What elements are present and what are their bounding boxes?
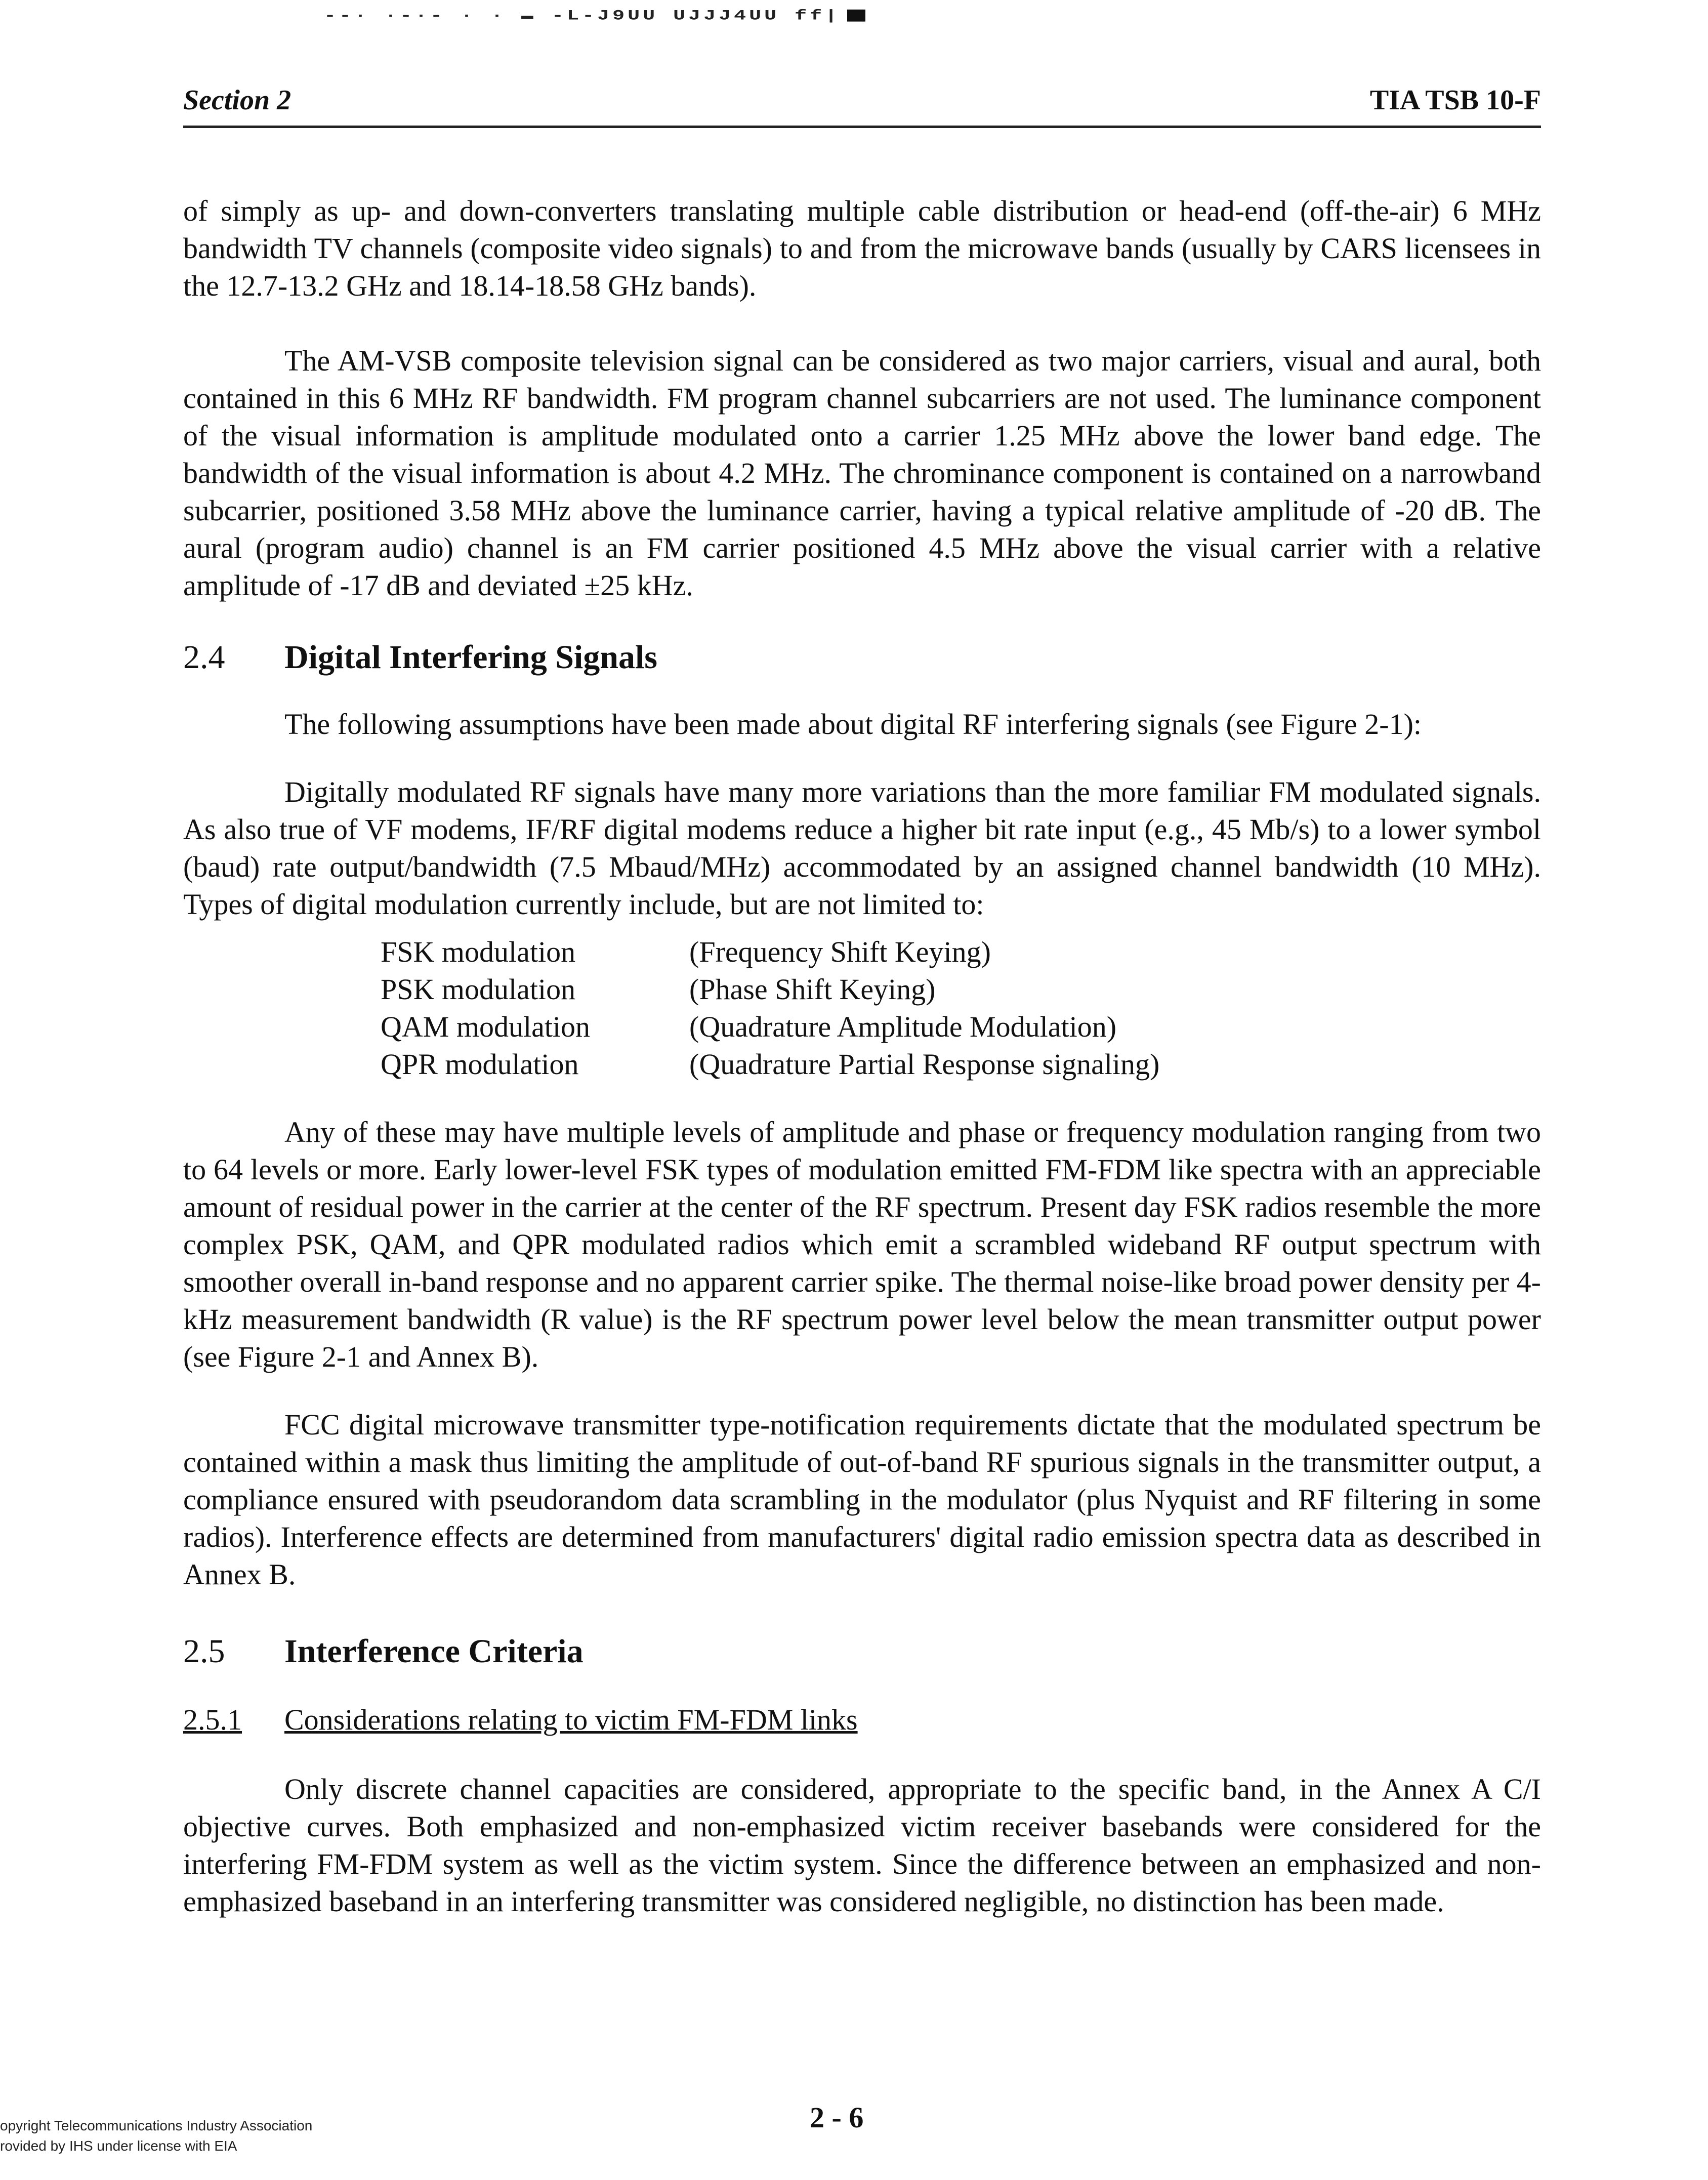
paragraph-fcc: FCC digital microwave transmitter type-notification requirements dictate that the modulated spectrum be contained within a mask thus limiting the amplitude of out-of-band RF spurious signals in the transmitter output, a compliance ensured with pseudorandom data scrambling in the modulator (plus Nyquist and RF filtering in some radios). Interference effects are determined from manufacturers' digital radio emission spectra data as described in Annex B. [183, 1408, 1541, 1591]
copyright-line: opyright Telecommunications Industry Association [0, 2118, 313, 2133]
scan-artifact [324, 8, 865, 22]
modulation-name: FSK modulation [381, 935, 576, 968]
subsection-number: 2.5.1 [183, 1703, 242, 1736]
section-number: 2.5 [183, 1633, 225, 1670]
modulation-row [381, 933, 1541, 971]
document-id: TIA TSB 10-F [1369, 85, 1541, 116]
page-number: 2 - 6 [810, 2101, 864, 2134]
section-label: Section 2 [183, 85, 291, 116]
page-body [183, 192, 1541, 1920]
section-title: Interference Criteria [284, 1633, 584, 1670]
license-line: rovided by IHS under license with EIA [0, 2138, 237, 2154]
modulation-list [381, 933, 1541, 1083]
scan-artifact-text: --· ·-·- · · ▬ -L-J9UU UJJJ4UU ff| [324, 8, 841, 24]
paragraph-multilevel: Any of these may have multiple levels of amplitude and phase or frequency modulation ranging from two to 64 levels or more. Early lower-level FSK types of modulation emitted FM-FDM like spectra with an appreciable amount of residual power in the carrier at the center of the RF spectrum. Present day FSK radios resemble the more complex PSK, QAM, and QPR modulated radios which emit a scrambled wideband RF output spectrum with smoother overall in-band response and no apparent carrier spike. The thermal noise-like broad power density per 4-kHz measurement bandwidth (R value) is the RF spectrum power level below the mean transmitter output power (see Figure 2-1 and Annex B). [183, 1116, 1541, 1373]
section-title: Digital Interfering Signals [284, 639, 657, 676]
modulation-row [381, 1008, 1541, 1046]
modulation-name: PSK modulation [381, 973, 576, 1006]
modulation-desc: (Quadrature Amplitude Modulation) [689, 1010, 1117, 1043]
paragraph-discrete-capacities: Only discrete channel capacities are considered, appropriate to the specific band, in the Annex A C/I objective curves. Both emphasized and non-emphasized victim receiver basebands were considered for the interfering FM-FDM system as well as the victim system. Since the difference between an emphasized and non-emphasized baseband in an interfering transmitter was considered negligible, no distinction has been made. [183, 1773, 1541, 1918]
paragraph-digital-modulated: Digitally modulated RF signals have many more variations than the more familiar FM modulated signals. As also true of VF modems, IF/RF digital modems reduce a higher bit rate input (e.g., 45 Mb/s) to a lower symbol (baud) rate output/bandwidth (7.5 Mbaud/MHz) accommodated by an assigned channel bandwidth (10 MHz). Types of digital modulation currently include, but are not limited to: [183, 775, 1541, 921]
section-heading-2-4 [183, 635, 1541, 680]
modulation-row [381, 1046, 1541, 1083]
paragraph-continuation: of simply as up- and down-converters translating multiple cable distribution or head-end (off-the-air) 6 MHz bandwidth TV channels (composite video signals) to and from the microwave bands (usually by CARS licensees in the 12.7-13.2 GHz and 18.14-18.58 GHz bands). [183, 194, 1541, 302]
subsection-title: Considerations relating to victim FM-FDM links [284, 1703, 858, 1736]
section-heading-2-5 [183, 1629, 1541, 1674]
scan-mark [847, 10, 865, 22]
modulation-desc: (Phase Shift Keying) [689, 973, 936, 1006]
modulation-desc: (Quadrature Partial Response signaling) [689, 1048, 1160, 1081]
paragraph-assumptions: The following assumptions have been made about digital RF interfering signals (see Figure 2-1): [284, 708, 1422, 741]
modulation-row [381, 971, 1541, 1008]
modulation-name: QPR modulation [381, 1048, 579, 1081]
paragraph-am-vsb: The AM-VSB composite television signal can be considered as two major carriers, visual and aural, both contained in this 6 MHz RF bandwidth. FM program channel subcarriers are not used. The luminance component of the visual information is amplitude modulated onto a carrier 1.25 MHz above the lower band edge. The bandwidth of the visual information is about 4.2 MHz. The chrominance component is contained on a narrowband subcarrier, positioned 3.58 MHz above the luminance carrier, having a typical relative amplitude of -20 dB. The aural (program audio) channel is an FM carrier positioned 4.5 MHz above the visual carrier with a relative amplitude of -17 dB and deviated ±25 kHz. [183, 344, 1541, 602]
modulation-name: QAM modulation [381, 1010, 591, 1043]
copyright-notice [0, 2116, 312, 2156]
modulation-desc: (Frequency Shift Keying) [689, 935, 991, 968]
section-number: 2.4 [183, 639, 225, 676]
subsection-heading-2-5-1 [183, 1700, 1541, 1740]
running-header [183, 80, 1541, 128]
